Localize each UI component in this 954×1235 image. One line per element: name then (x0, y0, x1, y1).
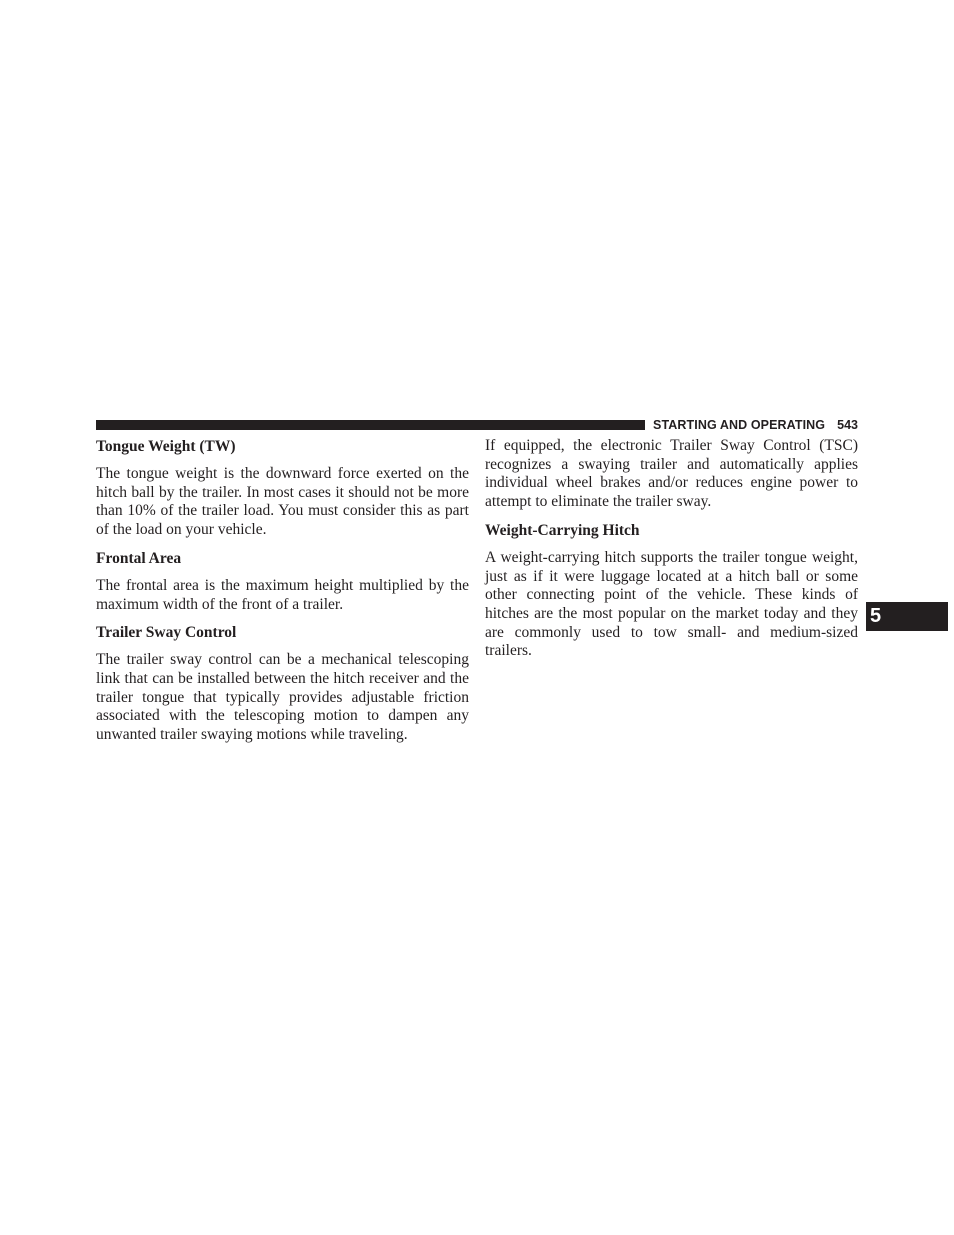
right-column (485, 437, 858, 670)
heading-weight-carrying-hitch: Weight-Carrying Hitch (485, 521, 640, 539)
paragraph-trailer-sway-control: The trailer sway control can be a mechanical telescoping link that can be installed between the hitch receiver and the trailer tongue that typically provides adjustable friction associated with the telescoping motion to dampen any unwanted trailer swaying motions while traveling. (96, 651, 469, 744)
heading-frontal-area: Frontal Area (96, 549, 182, 567)
heading-tongue-weight: Tongue Weight (TW) (96, 438, 236, 455)
header-rule (96, 420, 645, 430)
paragraph-frontal-area: The frontal area is the maximum height multiplied by the maximum width of the front of a trailer. (96, 576, 469, 613)
paragraph-weight-carrying-hitch: A weight-carrying hitch supports the trailer tongue weight, just as if it were luggage located at a hitch ball or some other connecting point of the vehicle. These kinds of hitches are the most popular on the market today and they are commonly used to tow small- and medium-sized trailers. (485, 548, 858, 660)
page-number: 543 (837, 418, 858, 432)
paragraph-tongue-weight: The tongue weight is the downward force exerted on the hitch ball by the trailer. In most cases it should not be more than 10% of the trailer load. You must consider this as part of the load on your vehicle. (96, 465, 469, 539)
heading-trailer-sway-control: Trailer Sway Control (96, 624, 237, 642)
left-column (96, 437, 469, 754)
paragraph-tsc: If equipped, the electronic Trailer Sway Control (TSC) recognizes a swaying trailer and automatically applies individual wheel brakes and/or reduces engine power to attempt to eliminate the trailer sway. (485, 437, 858, 511)
chapter-tab: 5 (866, 602, 948, 631)
section-title: STARTING AND OPERATING (653, 418, 826, 432)
running-header (652, 417, 858, 433)
